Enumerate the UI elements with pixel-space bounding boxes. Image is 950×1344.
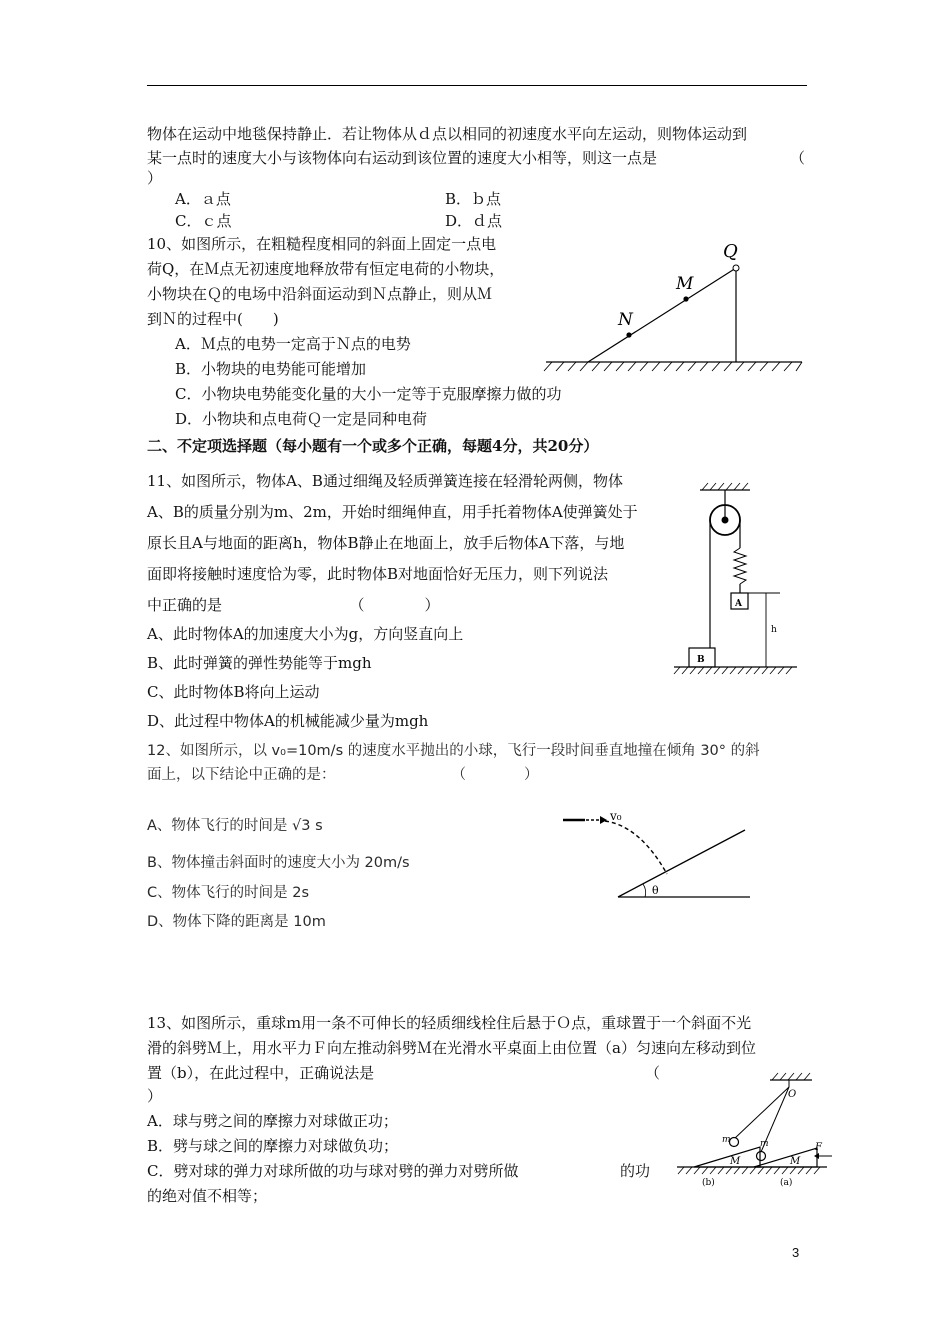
q9-line2: 某一点时的速度大小与该物体向右运动到该位置的速度大小相等，则这一点是 [147,149,658,167]
q13-paren-close: ） [147,1087,163,1105]
q13-label-m1: m [722,1135,731,1145]
q13-label-big-m2: M [790,1156,801,1167]
q13-label-b: (b) [702,1178,715,1188]
q10-line4: 到Ｎ的过程中( ) [147,310,279,328]
section2-heading: 二、不定项选择题（每小题有一个或多个正确，每题4分，共20分） [147,437,599,455]
q13-wedge-figure [672,1070,832,1190]
q10-line2: 荷Q，在Ｍ点无初速度地释放带有恒定电荷的小物块， [147,260,505,278]
q10-line3: 小物块在Ｑ的电场中沿斜面运动到Ｎ点静止，则从Ｍ [147,285,493,303]
q13-label-a: (a) [780,1178,793,1188]
q11-option-a: A、此时物体A的加速度大小为g，方向竖直向上 [147,625,464,643]
q9-paren-open: （ [790,149,806,167]
q10-option-b: B．小物块的电势能可能增加 [175,360,367,378]
q13-line1: 13、如图所示，重球ｍ用一条不可伸长的轻质细线栓住后悬于Ｏ点，重球置于一个斜面不光 [147,1014,752,1032]
q11-line1: 11、如图所示，物体A、B通过细绳及轻质弹簧连接在轻滑轮两侧，物体 [147,472,623,490]
page-number: 3 [792,1245,800,1260]
q10-label-q: Q [723,241,738,262]
q13-label-f: F [815,1142,822,1153]
q13-option-c-tail: 的功 [620,1162,651,1180]
q13-option-c: C．劈对球的弹力对球所做的功与球对劈的弹力对劈所做 [147,1162,519,1180]
q11-label-a: A [735,599,742,609]
q13-label-big-m1: M [730,1156,741,1167]
q13-paren-open: （ [645,1064,661,1082]
q11-option-c: C、此时物体B将向上运动 [147,683,320,701]
q9-option-c: C．ｃ点 [175,212,232,230]
q13-line3: 置（b），在此过程中，正确说法是 [147,1064,375,1082]
q11-line5: 中正确的是 （ ） [147,596,440,614]
q9-option-a: A．ａ点 [175,190,231,208]
q9-paren-close: ） [147,169,163,187]
q12-line1: 12、如图所示，以 v₀=10m/s 的速度水平抛出的小球，飞行一段时间垂直地撞在倾角 30° 的斜 [147,743,760,759]
q9-option-b: B．ｂ点 [445,190,502,208]
q10-option-c: C．小物块电势能变化量的大小一定等于克服摩擦力做的功 [175,385,562,403]
q11-label-b: B [697,655,705,665]
q13-option-a: A．球与劈之间的摩擦力对球做正功； [147,1112,398,1130]
q12-label-theta: θ [652,884,659,897]
q13-label-o: O [788,1089,797,1100]
q13-label-m2: m [760,1139,769,1149]
q11-pulley-figure [672,480,807,680]
q13-line2: 滑的斜劈Ｍ上，用水平力Ｆ向左推动斜劈Ｍ在光滑水平桌面上由位置（a）匀速向左移动到位 [147,1039,756,1057]
q11-line2: A、B的质量分别为m、2m，开始时细绳伸直，用手托着物体A使弹簧处于 [147,503,638,521]
q9-option-d: D．ｄ点 [445,212,503,230]
q10-label-n: N [618,310,633,330]
q12-option-b: B、物体撞击斜面时的速度大小为 20m/s [147,855,410,871]
q10-line1: 10、如图所示，在粗糙程度相同的斜面上固定一点电 [147,235,497,253]
q12-option-d: D、物体下降的距离是 10m [147,914,326,930]
q10-option-a: A．Ｍ点的电势一定高于Ｎ点的电势 [175,335,411,353]
q11-label-h: h [771,625,777,635]
q12-label-v0: v₀ [610,809,622,823]
q9-line1: 物体在运动中地毯保持静止．若让物体从ｄ点以相同的初速度水平向左运动，则物体运动到 [147,125,748,143]
q12-projectile-figure [555,808,755,903]
q11-option-b: B、此时弹簧的弹性势能等于mgh [147,654,372,672]
q13-option-b: B．劈与球之间的摩擦力对球做负功； [147,1137,399,1155]
q10-incline-figure [540,235,810,375]
q11-option-d: D、此过程中物体A的机械能减少量为mgh [147,712,429,730]
header-rule [147,85,807,86]
q12-line2: 面上，以下结论中正确的是： （ ） [147,767,539,783]
q12-option-a: A、物体飞行的时间是 √3 s [147,818,323,834]
q12-option-c: C、物体飞行的时间是 2s [147,885,310,901]
q11-line3: 原长且A与地面的距离h，物体B静止在地面上，放手后物体A下落，与地 [147,534,625,552]
q13-option-c-line2: 的绝对值不相等； [147,1187,268,1205]
q10-option-d: D．小物块和点电荷Ｑ一定是同种电荷 [175,410,428,428]
q11-line4: 面即将接触时速度恰为零，此时物体B对地面恰好无压力，则下列说法 [147,565,609,583]
q10-label-m: M [676,274,694,294]
